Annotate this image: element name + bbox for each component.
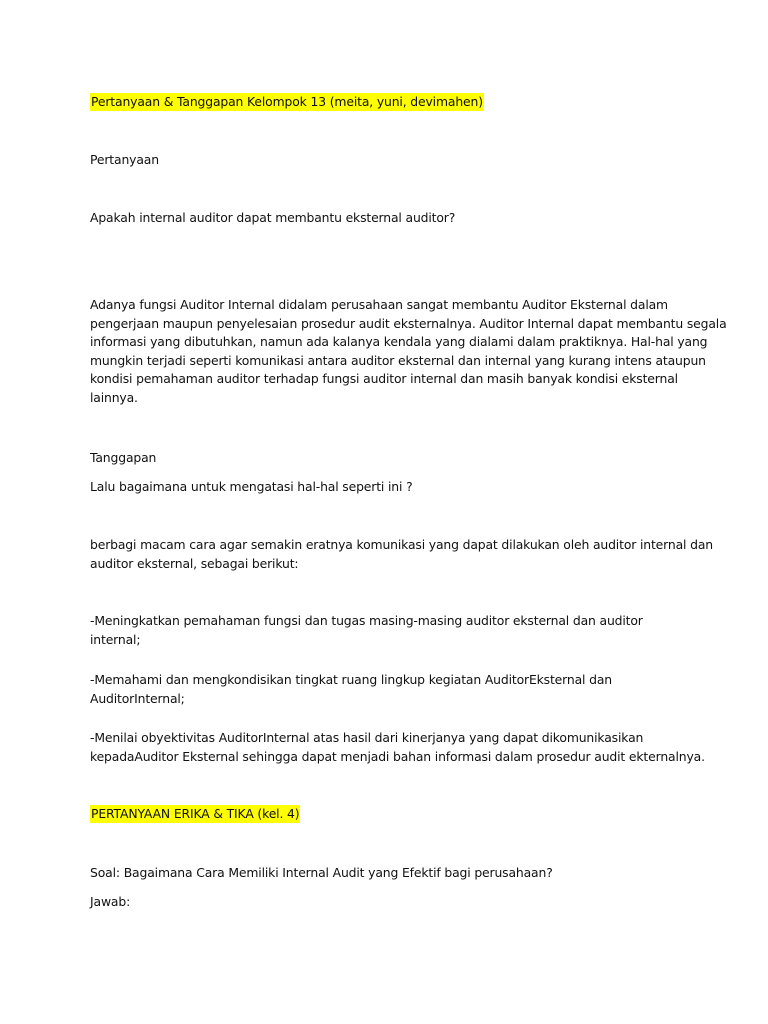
answer-line: mungkin terjadi seperti̇ komunikasi antara auditor eksternal dan internal yang kurang intens ataupun — [90, 352, 706, 368]
question-text: Apakah internal auditor dapat membantu eksternal auditor? — [90, 210, 456, 225]
heading-erika-tika — [90, 805, 690, 824]
response-line: berbagi macam cara agar semakin eratnya komunikasi yang dapat dilakukan oleh auditor internal dan — [90, 537, 713, 552]
answer-line: kondisi pemahaman auditor terhadap fungsi auditor internal dan masih banyak kondisi eksternal — [90, 371, 678, 387]
answer-line: pengerjaan maupun penyelesaian prosedur audit eksternalnya. Auditor Internal dapat membantu segala — [90, 315, 727, 331]
label-tanggapan: Tanggapan — [90, 450, 157, 465]
answer-line: informasi yang dibutuhkan, namun ada kalanya kendala yang dialami dalam prakti̇knya. Hal-hal yang — [90, 334, 708, 350]
label-pertanyaan: Pertanyaan — [90, 152, 159, 167]
heading-kelompok-13 — [90, 93, 690, 112]
jawab-label: Jawab: — [90, 894, 131, 909]
highlighted-heading: Pertanyaan & Tanggapan Kelompok 13 (meita, yuni, devimahen) — [91, 94, 483, 109]
list-item: -Meningkatkan pemahaman fungsi dan tugas masing-masing auditor eksternal dan auditor internal; — [90, 613, 643, 647]
list-item-line: kepadaAuditor Eksternal sehingga dapat menjadi bahan informasi dalam prosedur audit ekternalnya. — [90, 748, 705, 764]
followup-question: Lalu bagaimana untuk mengatasi hal-hal seperti̇ ini ? — [90, 479, 413, 494]
answer-line: Adanya fungsi Auditor Internal didalam perusahaan sangat membantu Auditor Eksternal dalam — [90, 297, 668, 312]
response-line: auditor eksternal, sebagai berikut: — [90, 555, 299, 571]
list-item-line: -Menilai obyekti̇vitas AuditorInternal atas hasil dari kinerjanya yang dapat dikomunikasikan — [90, 730, 644, 745]
list-item: -Memahami dan mengkondisikan ti̇ngkat ruang lingkup kegiatan AuditorEksternal dan AuditorInternal; — [90, 672, 612, 706]
answer-paragraph — [90, 296, 727, 408]
response-intro — [90, 536, 713, 573]
answer-line: lainnya. — [90, 389, 138, 405]
highlighted-heading: PERTANYAAN ERIKA & TIKA (kel. 4) — [91, 806, 300, 821]
list-item — [90, 729, 705, 766]
soal-text: Soal: Bagaimana Cara Memiliki Internal Audit yang Efekti̇f bagi perusahaan? — [90, 865, 553, 880]
